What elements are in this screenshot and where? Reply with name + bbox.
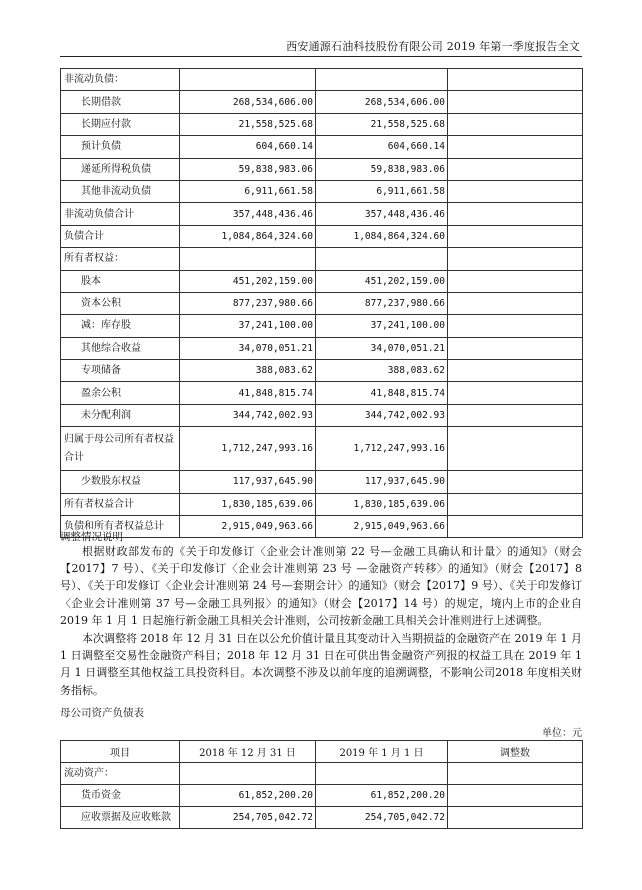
value-2019-01-01: 388,083.62 bbox=[316, 360, 448, 382]
value-2018-12-31 bbox=[180, 763, 316, 785]
row-label: 所有者权益合计 bbox=[61, 493, 180, 515]
value-adjustment bbox=[448, 203, 583, 225]
value-2019-01-01: 41,848,815.74 bbox=[316, 382, 448, 404]
table-row bbox=[61, 69, 583, 91]
row-label: 所有者权益： bbox=[61, 248, 180, 270]
value-adjustment bbox=[448, 471, 583, 493]
value-2019-01-01 bbox=[316, 763, 448, 785]
table-row bbox=[61, 763, 583, 785]
value-2019-01-01: 2,915,049,963.66 bbox=[316, 516, 448, 538]
table-row bbox=[61, 203, 583, 225]
value-2019-01-01: 268,534,606.00 bbox=[316, 91, 448, 113]
value-2018-12-31: 388,083.62 bbox=[180, 360, 316, 382]
value-adjustment bbox=[448, 785, 583, 807]
parent-balance-sheet-table bbox=[60, 740, 583, 829]
value-2018-12-31: 344,742,002.93 bbox=[180, 404, 316, 426]
value-adjustment bbox=[448, 270, 583, 292]
value-2019-01-01: 451,202,159.00 bbox=[316, 270, 448, 292]
row-label: 负债和所有者权益总计 bbox=[61, 516, 180, 538]
table-row bbox=[61, 180, 583, 202]
table-row bbox=[61, 516, 583, 538]
value-adjustment bbox=[448, 516, 583, 538]
row-label: 长期借款 bbox=[61, 91, 180, 113]
value-2018-12-31: 37,241,100.00 bbox=[180, 315, 316, 337]
table-row bbox=[61, 158, 583, 180]
adjustment-paragraph: 根据财政部发布的《关于印发修订〈企业会计准则第 22 号—金融工具确认和计量〉的通知》（财会【2017】7 号）、《关于印发修订〈企业会计准则第 23 号 —金融资产转移〉的通知》（财会【2017】8 号）、《关于印发修订〈企业会计准则第 24 号—套期会计〉的通知》（财会【2017】9 号）、《关于印发修订〈企业会计准则第 37 号—金融工具列报〉的通知》（财会【2017】14 号）的规定，境内上市的企业自 2019 年 1 月 1 日起施行新金融工具相关会计准则，公司按新金融工具相关会计准则进行上述调整。 bbox=[60, 545, 582, 627]
table-row bbox=[61, 113, 583, 135]
row-label: 未分配利润 bbox=[61, 404, 180, 426]
value-2019-01-01: 21,558,525.68 bbox=[316, 113, 448, 135]
row-label: 股本 bbox=[61, 270, 180, 292]
value-2018-12-31: 1,084,864,324.60 bbox=[180, 225, 316, 247]
value-2019-01-01: 61,852,200.20 bbox=[316, 785, 448, 807]
column-header-2018-12-31: 2018 年 12 月 31 日 bbox=[180, 741, 316, 763]
value-2019-01-01 bbox=[316, 69, 448, 91]
table-row bbox=[61, 471, 583, 493]
value-adjustment bbox=[448, 113, 583, 135]
table-row bbox=[61, 270, 583, 292]
value-adjustment bbox=[448, 158, 583, 180]
value-adjustment bbox=[448, 225, 583, 247]
value-2019-01-01: 1,084,864,324.60 bbox=[316, 225, 448, 247]
table-header bbox=[61, 741, 583, 763]
value-2018-12-31: 451,202,159.00 bbox=[180, 270, 316, 292]
value-2019-01-01: 6,911,661.58 bbox=[316, 180, 448, 202]
balance-sheet-body bbox=[61, 69, 583, 538]
parent-balance-sheet-title: 母公司资产负债表 bbox=[60, 707, 144, 719]
value-2019-01-01: 877,237,980.66 bbox=[316, 292, 448, 314]
value-adjustment bbox=[448, 763, 583, 785]
value-2018-12-31 bbox=[180, 248, 316, 270]
table-row bbox=[61, 315, 583, 337]
unit-label: 单位：元 bbox=[542, 728, 582, 739]
header-row bbox=[61, 741, 583, 763]
row-label: 负债合计 bbox=[61, 225, 180, 247]
adjustment-paragraph: 本次调整将 2018 年 12 月 31 日在以公允价值计量且其变动计入当期损益的金融资产在 2019 年 1 月 1 日调整至交易性金融资产科目；2018 年 12 月 31 日在可供出售金融资产列报的权益工具在 2019 年 1 月 1 日调整至其他权益工具投资科目。本次调整不涉及以前年度的追溯调整，不影响公司2018 年度相关财务指标。 bbox=[60, 632, 582, 697]
row-label: 非流动负债合计 bbox=[61, 203, 180, 225]
row-label: 少数股东权益 bbox=[61, 471, 180, 493]
row-label: 递延所得税负债 bbox=[61, 158, 180, 180]
value-2019-01-01: 254,705,042.72 bbox=[316, 807, 448, 829]
value-adjustment bbox=[448, 248, 583, 270]
row-label: 归属于母公司所有者权益合计 bbox=[61, 427, 180, 471]
table-row bbox=[61, 292, 583, 314]
row-label: 资本公积 bbox=[61, 292, 180, 314]
row-label: 流动资产： bbox=[61, 763, 180, 785]
value-adjustment bbox=[448, 807, 583, 829]
value-2019-01-01: 1,712,247,993.16 bbox=[316, 427, 448, 471]
row-label: 应收票据及应收账款 bbox=[61, 807, 180, 829]
adjustment-note-title: 调整情况说明 bbox=[60, 531, 123, 543]
table-row bbox=[61, 91, 583, 113]
table-row bbox=[61, 136, 583, 158]
value-2019-01-01: 34,070,051.21 bbox=[316, 337, 448, 359]
row-label: 长期应付款 bbox=[61, 113, 180, 135]
table-row bbox=[61, 337, 583, 359]
value-2018-12-31: 1,712,247,993.16 bbox=[180, 427, 316, 471]
value-2019-01-01: 1,830,185,639.06 bbox=[316, 493, 448, 515]
value-2018-12-31: 61,852,200.20 bbox=[180, 785, 316, 807]
value-adjustment bbox=[448, 180, 583, 202]
value-2019-01-01: 344,742,002.93 bbox=[316, 404, 448, 426]
value-2019-01-01: 37,241,100.00 bbox=[316, 315, 448, 337]
table-row bbox=[61, 493, 583, 515]
value-adjustment bbox=[448, 292, 583, 314]
table-row bbox=[61, 225, 583, 247]
value-2018-12-31: 21,558,525.68 bbox=[180, 113, 316, 135]
value-2018-12-31: 59,838,983.06 bbox=[180, 158, 316, 180]
header-rule bbox=[60, 56, 582, 57]
table-row bbox=[61, 427, 583, 471]
value-2019-01-01: 604,660.14 bbox=[316, 136, 448, 158]
value-2018-12-31: 877,237,980.66 bbox=[180, 292, 316, 314]
table-row bbox=[61, 248, 583, 270]
row-label: 货币资金 bbox=[61, 785, 180, 807]
table-row bbox=[61, 382, 583, 404]
table-row bbox=[61, 360, 583, 382]
value-adjustment bbox=[448, 493, 583, 515]
value-2019-01-01: 117,937,645.90 bbox=[316, 471, 448, 493]
value-2018-12-31: 1,830,185,639.06 bbox=[180, 493, 316, 515]
row-label: 其他综合收益 bbox=[61, 337, 180, 359]
value-adjustment bbox=[448, 69, 583, 91]
value-adjustment bbox=[448, 315, 583, 337]
value-adjustment bbox=[448, 91, 583, 113]
value-2018-12-31 bbox=[180, 69, 316, 91]
value-2019-01-01: 357,448,436.46 bbox=[316, 203, 448, 225]
row-label: 盈余公积 bbox=[61, 382, 180, 404]
row-label: 专项储备 bbox=[61, 360, 180, 382]
value-2018-12-31: 41,848,815.74 bbox=[180, 382, 316, 404]
row-label: 减：库存股 bbox=[61, 315, 180, 337]
table-row bbox=[61, 807, 583, 829]
value-adjustment bbox=[448, 404, 583, 426]
value-adjustment bbox=[448, 337, 583, 359]
column-header-2019-01-01: 2019 年 1 月 1 日 bbox=[316, 741, 448, 763]
value-2018-12-31: 117,937,645.90 bbox=[180, 471, 316, 493]
column-header-adjustment: 调整数 bbox=[448, 741, 583, 763]
balance-sheet-table-continued bbox=[60, 68, 583, 538]
row-label: 预计负债 bbox=[61, 136, 180, 158]
table-row bbox=[61, 785, 583, 807]
value-2018-12-31: 357,448,436.46 bbox=[180, 203, 316, 225]
value-adjustment bbox=[448, 427, 583, 471]
row-label: 非流动负债： bbox=[61, 69, 180, 91]
value-2019-01-01: 59,838,983.06 bbox=[316, 158, 448, 180]
value-2019-01-01 bbox=[316, 248, 448, 270]
value-2018-12-31: 604,660.14 bbox=[180, 136, 316, 158]
report-header: 西安通源石油科技股份有限公司 2019 年第一季度报告全文 bbox=[286, 40, 580, 53]
value-2018-12-31: 34,070,051.21 bbox=[180, 337, 316, 359]
value-2018-12-31: 2,915,049,963.66 bbox=[180, 516, 316, 538]
column-header-item: 项目 bbox=[61, 741, 180, 763]
parent-balance-sheet-body bbox=[61, 763, 583, 829]
value-adjustment bbox=[448, 136, 583, 158]
value-2018-12-31: 6,911,661.58 bbox=[180, 180, 316, 202]
value-adjustment bbox=[448, 360, 583, 382]
value-2018-12-31: 268,534,606.00 bbox=[180, 91, 316, 113]
value-adjustment bbox=[448, 382, 583, 404]
row-label: 其他非流动负债 bbox=[61, 180, 180, 202]
value-2018-12-31: 254,705,042.72 bbox=[180, 807, 316, 829]
table-row bbox=[61, 404, 583, 426]
